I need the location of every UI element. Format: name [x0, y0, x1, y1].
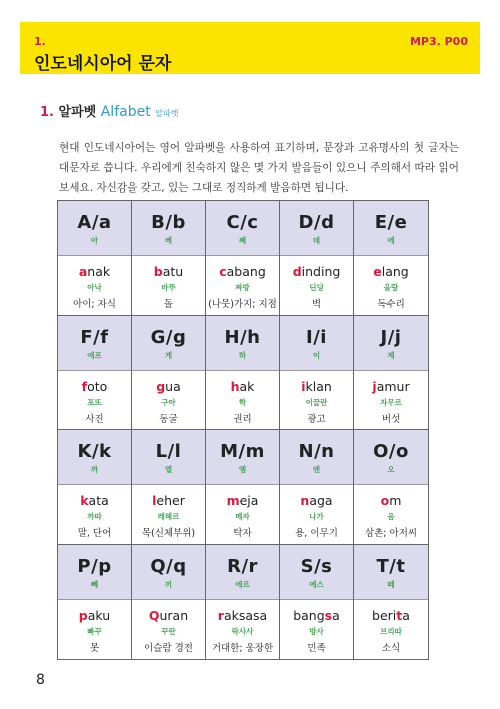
- example-word-box: [58, 371, 131, 430]
- letter-pair: O/o: [373, 441, 409, 462]
- word-reading: 구아: [161, 397, 176, 407]
- alphabet-cell: [354, 545, 428, 660]
- letter-pair: B/b: [151, 212, 186, 233]
- example-word: [354, 493, 428, 508]
- letter-header: [58, 316, 131, 371]
- letter-pair: D/d: [298, 212, 335, 233]
- word-highlight: h: [230, 378, 240, 394]
- section-alfabet-reading: 알파벳: [155, 109, 179, 118]
- alphabet-cell: [58, 545, 132, 660]
- example-word: [58, 608, 131, 623]
- alphabet-cell: [206, 201, 280, 316]
- example-word-box: [206, 256, 279, 315]
- word-highlight: k: [80, 493, 89, 508]
- word-highlight: d: [292, 264, 302, 279]
- letter-reading: 베: [164, 236, 173, 245]
- word-meaning: 목(신체부위): [141, 528, 196, 539]
- alphabet-cell: [280, 430, 354, 545]
- word-suffix: aksasa: [223, 607, 268, 623]
- word-highlight: m: [226, 493, 240, 508]
- alphabet-cell: [206, 316, 280, 431]
- example-word: [206, 379, 279, 394]
- letter-reading: 떼: [387, 579, 395, 589]
- alphabet-cell: [206, 545, 280, 660]
- example-word-box: [354, 371, 428, 430]
- word-meaning: 소식: [381, 642, 401, 654]
- word-highlight: i: [301, 378, 306, 394]
- example-word-box: [58, 256, 131, 315]
- letter-reading: 데: [312, 236, 321, 245]
- word-highlight: r: [217, 607, 224, 623]
- example-word: [354, 264, 428, 279]
- letter-pair: L/l: [155, 441, 182, 462]
- letter-header: [132, 430, 205, 485]
- word-meaning: 못: [89, 642, 100, 654]
- letter-header: [354, 430, 428, 485]
- word-suffix: a: [402, 607, 410, 623]
- word-highlight: e: [373, 264, 382, 279]
- alphabet-cell: [58, 430, 132, 545]
- word-reading: 자무르: [380, 397, 402, 407]
- word-reading: 브리따: [380, 626, 402, 636]
- word-suffix: uran: [159, 607, 189, 623]
- example-word: [280, 379, 353, 394]
- letter-header: [280, 545, 353, 600]
- letter-reading: 엔: [312, 465, 321, 474]
- example-word: [58, 264, 131, 279]
- letter-pair: E/e: [374, 212, 408, 233]
- alphabet-cell: [354, 430, 428, 545]
- example-word-box: [132, 485, 205, 544]
- mp3-track-label: MP3. P00: [409, 35, 468, 48]
- word-suffix: eja: [239, 493, 259, 508]
- section-number: 1.: [40, 105, 54, 120]
- word-reading: 아낙: [87, 283, 102, 292]
- example-word-box: [58, 485, 131, 544]
- word-highlight: b: [153, 264, 163, 279]
- alphabet-cell: [354, 201, 428, 316]
- letter-pair: J/j: [380, 326, 402, 348]
- letter-header: [58, 545, 131, 600]
- letter-header: [354, 201, 428, 256]
- letter-pair: N/n: [298, 441, 335, 462]
- alphabet-cell: [280, 316, 354, 431]
- section-title: 알파벳: [58, 105, 97, 120]
- word-suffix: eher: [156, 493, 185, 508]
- word-suffix: lang: [381, 264, 409, 279]
- word-highlight: s: [324, 607, 333, 623]
- word-suffix: aga: [309, 493, 333, 508]
- word-highlight: f: [81, 378, 88, 394]
- letter-reading: 까: [90, 465, 99, 474]
- letter-pair: H/h: [224, 326, 261, 348]
- word-suffix: ak: [239, 378, 255, 394]
- letter-header: [58, 430, 131, 485]
- letter-pair: R/r: [227, 555, 258, 577]
- letter-pair: G/g: [150, 326, 187, 348]
- word-reading: 바뚜: [161, 283, 176, 292]
- word-prefix: bang: [293, 607, 325, 623]
- word-meaning: 용, 이무기: [295, 528, 338, 539]
- letter-header: [206, 430, 279, 485]
- letter-reading: 게: [164, 350, 173, 360]
- word-prefix: beri: [372, 607, 397, 623]
- alphabet-cell: [280, 545, 354, 660]
- word-meaning: 동굴: [159, 413, 178, 425]
- letter-reading: 에스: [309, 579, 324, 589]
- word-reading: 이끌란: [305, 397, 328, 407]
- chapter-number: 1.: [34, 35, 46, 48]
- word-meaning: 삼촌; 아저씨: [364, 528, 418, 539]
- example-word-box: [132, 256, 205, 315]
- letter-pair: P/p: [77, 555, 112, 577]
- word-meaning: (나뭇)가지; 지점: [208, 299, 277, 310]
- example-word-box: [58, 600, 131, 660]
- letter-pair: F/f: [80, 326, 109, 348]
- word-suffix: nak: [87, 264, 111, 279]
- word-reading: 을랑: [383, 283, 399, 292]
- letter-reading: 엘: [164, 465, 173, 474]
- alphabet-cell: [58, 201, 132, 316]
- word-meaning: 벽: [311, 299, 322, 310]
- example-word-box: [280, 485, 353, 544]
- example-word: [354, 608, 428, 623]
- word-reading: 학: [238, 397, 247, 407]
- word-meaning: 독수리: [377, 299, 405, 310]
- word-suffix: m: [389, 493, 402, 508]
- example-word-box: [354, 256, 428, 315]
- word-meaning: 말, 단어: [77, 528, 112, 539]
- word-meaning: 버섯: [381, 413, 401, 425]
- example-word-box: [280, 600, 353, 660]
- alphabet-cell: [58, 316, 132, 431]
- example-word: [206, 264, 279, 279]
- word-highlight: n: [300, 493, 310, 508]
- word-suffix: ata: [88, 493, 109, 508]
- word-highlight: l: [152, 493, 157, 508]
- letter-reading: 쩨: [238, 236, 247, 245]
- intro-paragraph: 현대 인도네시아어는 영어 알파벳을 사용하여 표기하며, 문장과 고유명사의 첫 글자는 대문자로 씁니다. 우리에게 친숙하지 않은 몇 가지 발음들이 있으니 주의해서 따라 읽어 보세요. 자신감을 갖고, 있는 그대로 정직하게 발음하면 됩니다.: [59, 141, 459, 194]
- word-meaning: 사진: [85, 413, 104, 425]
- word-suffix: abang: [226, 264, 266, 279]
- alphabet-cell: [132, 316, 206, 431]
- word-reading: 나가: [309, 512, 324, 521]
- letter-header: [280, 316, 353, 371]
- letter-pair: S/s: [300, 555, 333, 577]
- word-meaning: 이슬람 경전: [144, 642, 193, 654]
- word-highlight: c: [219, 264, 227, 279]
- letter-header: [280, 201, 353, 256]
- word-reading: 포또: [87, 397, 102, 407]
- letter-header: [354, 316, 428, 371]
- word-suffix: atu: [162, 264, 184, 279]
- word-suffix: oto: [87, 378, 108, 394]
- letter-header: [206, 201, 279, 256]
- word-suffix: a: [332, 607, 340, 623]
- letter-reading: 뻬: [90, 579, 99, 589]
- example-word: [206, 608, 279, 623]
- word-meaning: 권리: [233, 413, 252, 425]
- word-meaning: 광고: [307, 413, 326, 425]
- letter-header: [132, 316, 205, 371]
- letter-pair: Q/q: [150, 555, 187, 577]
- letter-reading: 엠: [238, 465, 247, 474]
- word-reading: 까따: [87, 512, 102, 521]
- word-highlight: p: [78, 607, 88, 623]
- letter-header: [132, 545, 205, 600]
- letter-reading: 하: [238, 350, 247, 360]
- example-word: [354, 379, 428, 394]
- example-word-box: [206, 371, 279, 430]
- letter-header: [206, 316, 279, 371]
- letter-pair: I/i: [306, 326, 327, 348]
- example-word: [280, 264, 353, 279]
- word-highlight: Q: [148, 607, 160, 623]
- word-highlight: o: [380, 493, 390, 508]
- alphabet-cell: [132, 430, 206, 545]
- word-suffix: ua: [165, 378, 181, 394]
- word-meaning: 돌: [163, 299, 174, 310]
- word-reading: 락사사: [231, 626, 254, 636]
- letter-pair: T/t: [376, 555, 406, 577]
- word-meaning: 탁자: [233, 528, 252, 539]
- letter-header: [132, 201, 205, 256]
- word-highlight: g: [156, 378, 166, 394]
- example-word-box: [280, 256, 353, 315]
- word-suffix: aku: [87, 607, 111, 623]
- word-reading: 레헤르: [157, 512, 180, 521]
- letter-header: [58, 201, 131, 256]
- word-highlight: j: [372, 378, 377, 394]
- word-suffix: klan: [305, 378, 332, 394]
- word-suffix: inding: [301, 264, 341, 279]
- letter-reading: 에프: [87, 350, 102, 360]
- example-word: [132, 264, 205, 279]
- word-reading: 짜방: [235, 283, 250, 292]
- chapter-header-band: [20, 22, 480, 74]
- alphabet-cell: [280, 201, 354, 316]
- word-meaning: 거대한; 웅장한: [211, 642, 274, 654]
- word-suffix: amur: [376, 378, 410, 394]
- example-word: [132, 493, 205, 508]
- letter-reading: 끼: [164, 579, 173, 589]
- word-highlight: a: [78, 264, 88, 279]
- example-word-box: [280, 371, 353, 430]
- example-word-box: [132, 600, 205, 660]
- letter-pair: A/a: [77, 212, 112, 233]
- word-meaning: 민족: [307, 642, 326, 654]
- letter-header: [354, 545, 428, 600]
- example-word: [132, 608, 205, 623]
- letter-reading: 에: [387, 236, 395, 245]
- word-reading: 메자: [235, 512, 250, 521]
- example-word: [58, 379, 131, 394]
- alphabet-cell: [354, 316, 428, 431]
- word-meaning: 아이; 자식: [73, 299, 116, 310]
- chapter-title: 인도네시아어 문자: [34, 54, 172, 74]
- example-word: [132, 379, 205, 394]
- section-alfabet: Alfabet: [100, 104, 151, 120]
- example-word: [280, 493, 353, 508]
- letter-pair: C/c: [226, 212, 259, 233]
- letter-pair: K/k: [77, 441, 112, 462]
- word-reading: 옴: [387, 512, 395, 521]
- section-heading: [40, 101, 178, 120]
- word-reading: 딘딩: [309, 283, 324, 292]
- word-highlight: t: [396, 607, 403, 623]
- letter-reading: 오: [387, 465, 395, 474]
- example-word: [58, 493, 131, 508]
- letter-header: [280, 430, 353, 485]
- letter-pair: M/m: [220, 441, 265, 462]
- word-reading: 빠꾸: [87, 626, 102, 636]
- alphabet-cell: [132, 545, 206, 660]
- alphabet-cell: [132, 201, 206, 316]
- letter-reading: 에르: [235, 579, 250, 589]
- example-word-box: [206, 485, 279, 544]
- example-word-box: [206, 600, 279, 660]
- word-reading: 꾸란: [161, 626, 176, 636]
- example-word: [206, 493, 279, 508]
- example-word-box: [354, 600, 428, 660]
- word-reading: 방사: [309, 626, 324, 636]
- example-word-box: [354, 485, 428, 544]
- letter-header: [206, 545, 279, 600]
- example-word-box: [132, 371, 205, 430]
- alphabet-table: [57, 200, 429, 660]
- example-word: [280, 608, 353, 623]
- page-number: 8: [36, 672, 45, 688]
- alphabet-cell: [206, 430, 280, 545]
- letter-reading: 제: [387, 350, 395, 360]
- letter-reading: 아: [90, 236, 99, 245]
- letter-reading: 이: [312, 350, 321, 360]
